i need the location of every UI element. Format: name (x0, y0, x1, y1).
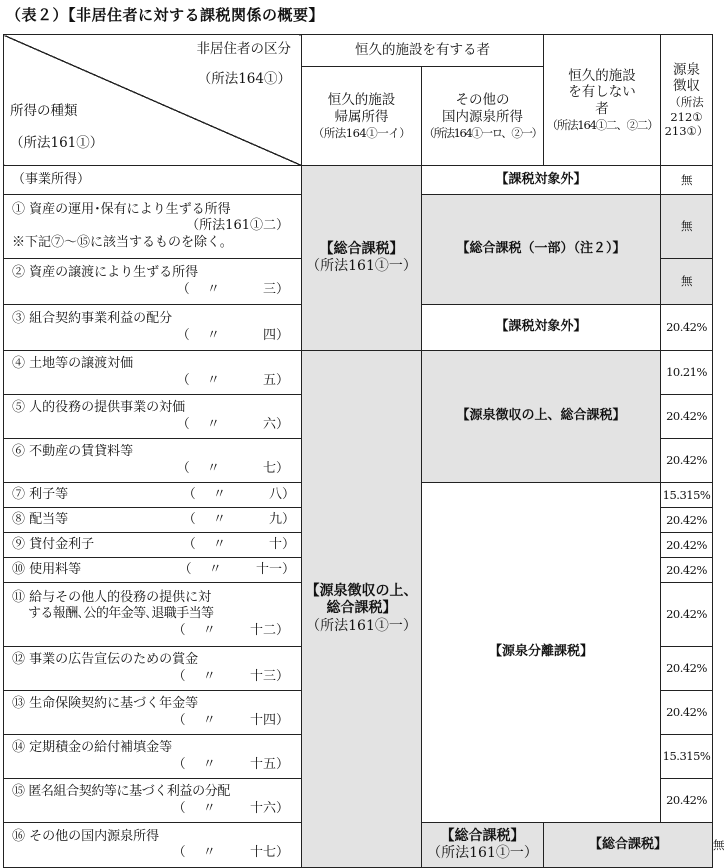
cell-comprehensive-l2: （所法161①一） (306, 258, 417, 274)
header-nonresident-class: 非居住者の区分 (196, 41, 291, 57)
rate-12: 20.42% (661, 647, 713, 691)
cell-withholding-comprehensive (302, 351, 422, 868)
row-16 (4, 823, 302, 868)
row-14 (4, 735, 302, 779)
header-no-pe (544, 35, 661, 166)
header-no-pe-l2: を有しない (568, 84, 636, 101)
header-no-pe-l3: 者 (595, 101, 609, 118)
rate-7: 15.315% (661, 483, 713, 508)
cell-comprehensive (302, 166, 422, 351)
cell-not-taxable-3: 【課税対象外】 (422, 305, 661, 351)
rate-15: 20.42% (661, 779, 713, 823)
header-income-ref: （所法161①） (10, 135, 104, 151)
row-8 (4, 508, 302, 533)
header-wh-l4: 212① (670, 109, 703, 124)
row-11-ref: （ 〃 十二） (172, 622, 289, 638)
row-11 (4, 583, 302, 647)
header-wh-l2: 徴収 (673, 78, 700, 95)
row-8-label: ⑧ 配当等 (12, 511, 69, 527)
row-business-label: （事業所得） (4, 166, 302, 195)
row-2 (4, 259, 302, 305)
cell-comprehensive-l1: 【総合課税】 (319, 240, 404, 257)
rate-6: 20.42% (661, 439, 713, 483)
header-pe-group: 恒久的施設を有する者 (302, 35, 544, 67)
header-other-l1: その他の (455, 92, 510, 109)
cell-not-taxable-business: 【課税対象外】 (422, 166, 661, 195)
rate-5: 20.42% (661, 395, 713, 439)
table-title: （表２）【非居住者に対する課税関係の概要】 (6, 6, 325, 24)
header-wh-l3: （所法 (669, 95, 704, 110)
row-7-label: ⑦ 利子等 (12, 486, 69, 502)
row-10 (4, 558, 302, 583)
cell-comprehensive-16 (422, 823, 544, 868)
rate-9: 20.42% (661, 533, 713, 558)
cell-comp16-l1: 【総合課税】 (440, 827, 525, 844)
row-4-label: ④ 土地等の譲渡対価 (12, 356, 134, 372)
rate-4: 10.21% (661, 351, 713, 395)
row-15-ref: （ 〃 十六） (172, 800, 289, 816)
header-no-pe-l1: 恒久的施設 (568, 67, 636, 84)
rate-business: 無 (661, 166, 713, 195)
cell-withholding-then-comprehensive: 【源泉徴収の上、総合課税】 (422, 351, 661, 483)
row-13-ref: （ 〃 十四） (172, 712, 289, 728)
row-2-ref: （ 〃 三） (176, 281, 289, 297)
rate-13: 20.42% (661, 691, 713, 735)
row-15 (4, 779, 302, 823)
row-1-note: ※下記⑦～⑮に該当するものを除く。 (12, 234, 233, 250)
header-no-pe-ref: （所法164①二、②二） (546, 118, 658, 133)
row-16-label: ⑯ その他の国内源泉所得 (12, 828, 160, 844)
row-12-label: ⑫ 事業の広告宣伝のための賞金 (12, 652, 199, 668)
header-other-l2: 国内源泉所得 (442, 108, 523, 125)
row-9 (4, 533, 302, 558)
row-5-ref: （ 〃 六） (176, 416, 289, 432)
row-13-label: ⑬ 生命保険契約に基づく年金等 (12, 696, 199, 712)
row-1-label: ① 資産の運用･保有により生ずる所得 (12, 202, 231, 218)
cell-wh-comp-l1: 【源泉徴収の上、 (305, 582, 418, 599)
row-6-ref: （ 〃 七） (176, 460, 289, 476)
header-other-ref: （所法164①一ロ、②一） (423, 125, 542, 140)
rate-2: 無 (661, 259, 713, 305)
row-6 (4, 439, 302, 483)
cell-wh-comp-l3: （所法161①一） (306, 617, 417, 634)
row-11-label-l2: する報酬､公的年金等､退職手当等 (28, 606, 214, 622)
row-3-label: ③ 組合契約事業利益の配分 (12, 311, 173, 327)
rate-1: 無 (661, 195, 713, 259)
row-4 (4, 351, 302, 395)
row-14-label: ⑭ 定期積金の給付補填金等 (12, 740, 173, 756)
row-16-ref: （ 〃 十七） (172, 845, 289, 860)
row-6-label: ⑥ 不動産の賃貸料等 (12, 444, 134, 460)
header-pe-income-l1: 恒久的施設 (327, 92, 396, 109)
rate-8: 20.42% (661, 508, 713, 533)
header-withholding (661, 35, 713, 166)
row-13 (4, 691, 302, 735)
header-pe-income-ref: （所法164①一イ） (312, 125, 411, 140)
cell-comp16-l2: （所法161①一） (427, 845, 538, 861)
tax-overview-table: 非居住者の区分 （所法164①） 所得の種類 （所法161①） 恒久的施設を有する者 恒久的施設 を有しない 者 （所法164①二、②二） 源泉 徴収 （所法 212① 213①） 恒久的施設 帰属所得 （所法164①一イ） その他の 国内源泉所得 （所法164①一ロ、②一） （事業所得） 【総合課税】 （所法161①一） 【課税対象外】 無 ① 資産の運用･保有により生ずる所得 （所法161①二） ※下記⑦～⑮に該当するものを除く。 【総合課税（一部）（注２）】 無 ② 資産の譲渡により生ずる所得 （ 〃 三） 無 ③ 組合契約事業利益の配分 （ 〃 四） 【課税対象外】 20.42% ④ 土地等の譲渡対価 （ 〃 五） 【源泉徴収の上、 総合課税】 （所法161①一） 【源泉徴収の上、総合課税】 10.21% ⑤ 人的役務の提供事業の対価 （ 〃 六） 20.42% ⑥ 不動産の賃貸料等 （ 〃 七） 20.42% ⑦ 利子等 （ 〃 八） 【源泉分離課税】 15.315% ⑧ 配当等 （ 〃 九） 20.42% ⑨ 貸付金利子 （ 〃 十） 20.42% ⑩ 使用料等 （ 〃 十一） 20.42% ⑪ 給与その他人的役務の提供に対 する報酬､公的年金等､退職手当等 （ 〃 十二） 20.42% ⑫ 事業の広告宣伝のための賞金 （ 〃 十三） 20.42% ⑬ 生命保険契約に基づく年金等 （ 〃 十四） 20.42% ⑭ 定期積金の給付補填金等 （ 〃 十五） 15.315% ⑮ 匿名組合契約等に基づく利益の分配 （ 〃 十六） 20.42% ⑯ その他の国内源泉所得 （ 〃 十七） 【総合課税】 （所法161①一） 【総合課税】 無 (3, 34, 713, 868)
row-1-ref: （所法161①二） (186, 218, 289, 234)
row-15-label: ⑮ 匿名組合契約等に基づく利益の分配 (12, 784, 230, 800)
cell-wh-comp-l2: 総合課税】 (326, 600, 397, 617)
row-3 (4, 305, 302, 351)
row-14-ref: （ 〃 十五） (172, 756, 289, 772)
header-pe-income-l2: 帰属所得 (334, 108, 389, 125)
cell-separate-withholding: 【源泉分離課税】 (422, 483, 661, 823)
row-3-ref: （ 〃 四） (176, 327, 289, 343)
row-5-label: ⑤ 人的役務の提供事業の対価 (12, 400, 186, 416)
rate-3: 20.42% (661, 305, 713, 351)
row-10-label: ⑩ 使用料等 (12, 561, 82, 577)
rate-11: 20.42% (661, 583, 713, 647)
row-7 (4, 483, 302, 508)
row-1 (4, 195, 302, 259)
rate-14: 15.315% (661, 735, 713, 779)
header-income-type: 所得の種類 (10, 103, 78, 119)
header-other (422, 67, 544, 166)
cell-comprehensive-partial: 【総合課税（一部）（注２）】 (422, 195, 661, 305)
row-9-ref: （ 〃 十） (182, 536, 295, 552)
rate-10: 20.42% (661, 558, 713, 583)
header-corner (4, 35, 302, 166)
row-7-ref: （ 〃 八） (182, 486, 295, 502)
cell-comprehensive-simple: 【総合課税】 (544, 823, 713, 868)
header-pe-income (302, 67, 422, 166)
row-10-ref: （ 〃 十一） (178, 561, 295, 577)
header-nonresident-ref: （所法164①） (197, 71, 291, 87)
row-9-label: ⑨ 貸付金利子 (12, 536, 95, 552)
row-11-label-l1: ⑪ 給与その他人的役務の提供に対 (12, 590, 212, 606)
header-wh-l5: 213①） (664, 124, 709, 139)
header-wh-l1: 源泉 (673, 61, 700, 78)
row-5 (4, 395, 302, 439)
row-12-ref: （ 〃 十三） (172, 668, 289, 684)
row-8-ref: （ 〃 九） (182, 511, 295, 527)
row-2-label: ② 資産の譲渡により生ずる所得 (12, 265, 199, 281)
row-12 (4, 647, 302, 691)
row-4-ref: （ 〃 五） (176, 372, 289, 388)
